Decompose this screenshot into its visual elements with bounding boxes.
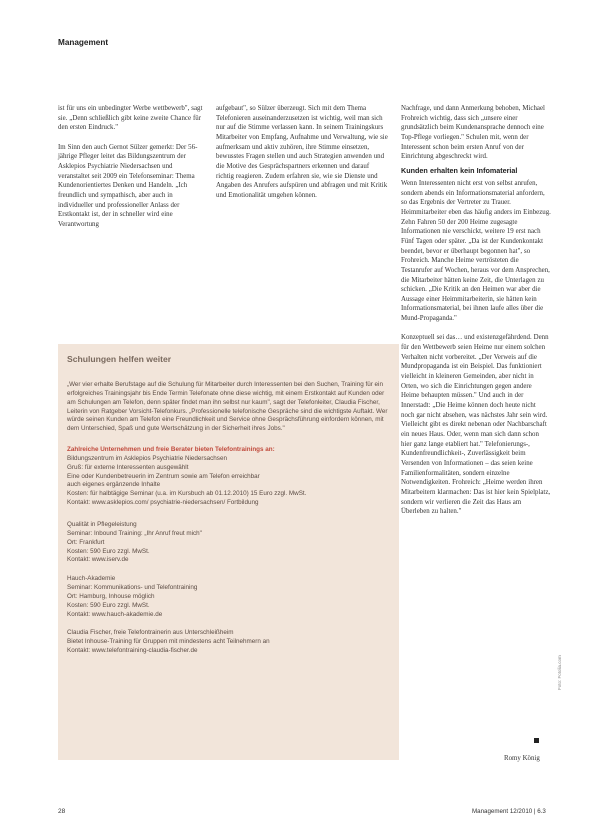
entry-line: Seminar: Inbound Training: „Ihr Anruf freut mich" (67, 529, 202, 537)
paragraph: Wenn Interessenten nicht erst von selbst anrufen, sondern abends ein Informationsmaterial anfordern, so das Ergebnis der Vertreter zu Trauer. Heimmitarbeiter eben das häufig anders im Einbezug. Zehn Fahren 50 der 200 Heime zugesagte Informationen nie verschickt, weitere 19 erst nach Fünf Tagen oder später. „Da ist der Kundenkontakt beendet, bevor er überhaupt begonnen hat", so Frohreich. Manche Heime vertrösteten die Testanrufer auf Wochen, heraus vor dem Ansprechen, die Mitarbeiter hätten keine Zeit, die Unterlagen zu schicken. „Die Kritik an den Heimen war aber die Aussage einer Heimmitarbeiterin, sie hätten kein Informationsmaterial, bei ihnen laufe alles über die Mund-Propaganda." (401, 179, 551, 323)
paragraph: Im Sinn den auch Gernot Sülzer gemerkt: Der 56-jährige Pfleger leitet das Bildungszentrum der Asklepios Psychiatrie Niedersachsen und veranstaltet seit 2009 ein Telefonseminar: Thema Kundenorientiertes Denken und Handeln. „Ich freundlich und sympathisch, aber auch in individueller und professioneller Anlass der Erstkontakt ist, der in schneller wird eine Verantwortung (58, 143, 198, 228)
article-end-marker (534, 738, 539, 743)
page-number: 28 (58, 808, 66, 815)
entry-line: Seminar: Kommunikations- und Telefontraining (67, 584, 198, 592)
box-line: Kosten: für halbtägige Seminar (u.a. im Kursbuch ab 01.12.2010) 15 Euro zzgl. MwSt. (67, 490, 307, 498)
article-column-1 (58, 104, 206, 230)
subheading: Kunden erhalten kein Infomaterial (401, 165, 518, 175)
box-line: auch eigenes ergänzende Inhalte (67, 481, 161, 489)
box-line: Bildungszentrum im Asklepios Psychiatrie Niedersachsen (67, 454, 227, 462)
box-line: Kontakt: www.asklepios.com/ psychiatrie-niedersachsen/ Fortbildung (67, 499, 259, 507)
author-name: Romy König (504, 755, 540, 762)
entry-line: Qualität in Pflegeleistung (67, 520, 137, 528)
article-column-2 (216, 104, 388, 201)
paragraph: ist für uns ein unbedingter Werbe wettbewerb", sagt sie. „Denn schließlich gibt keine zweite Chance für den ersten Eindruck." (58, 105, 203, 132)
box-intro: „Wer vier erhalte Berufstage auf die Schulung für Mitarbeiter durch Interessenten bei den Suchen, Training für ein erfolgreiches Trainingsjahr bis Ende Termin Telefonate ohne diese wichtig, mit einem Erstkontakt auf Kunden oder am Schulungen am Telefon, denn später findet man ihn selbst nur kaum", sagt der Telefonleiter, Claudia Fischer, Leiterin von Ratgeber Vorsicht-Telefonkurs. „Professionelle telefonische Gespräche sind die wichtigste Auftakt. Wer würde seinen Kunden am Telefon eine Freundlichkeit und Service ohne Gesprächsführung einfordern können, mit dem Unterschied, Spaß und gute Wertschätzung in der Sicherheit ihres Jobs." (67, 381, 388, 433)
section-label: Management (58, 38, 109, 47)
paragraph: aufgebaut", so Sülzer überzeugt. Sich mit dem Thema Telefonieren auseinanderzusetzen ist wichtig, weil man sich nur auf die Stimme verlassen kann. In seinem Trainingskurs Mitarbeiter von Empfang, Aufnahme und Verwaltung, wie sie aufmerksam und aktiv zuhören, ihre Stimme einsetzen, bewusstes Fragen stellen und auch Strategien anwenden und die Motive des Gesprächspartners erkennen und darauf richtig reagieren. Zudem erfahren sie, wie sie Dienste und Angaben des Anrufers aufspüren und abfragen und mit Kritik und Emotionalität umgehen können. (216, 105, 388, 199)
article-column-3 (401, 104, 551, 517)
box-line: Eine oder Kundenbetreuerin im Zentrum sowie am Telefon erreichbar (67, 472, 260, 480)
paragraph: Konzeptuell sei das… und existenzgefährdend. Denn für den Wettbewerb seien Heime nur einem solchen Verhalten nicht vorbereitet. „Der Verweis auf die Mundpropaganda ist ein Beispiel. Das funktioniert vielleicht in kleineren Gemeinden, aber nicht in Orten, wo sich die Einrichtungen gegen andere Heime behaupten müssen." Und auch in der Innerstadt: „Die Heime können doch heute nicht noch gar nicht absehen, was nächstes Jahr sein wird. Vielleicht gibt es direkt nebenan oder Nachbarschaft ein neues Haus. Oder, wenn man sich dann schon hier ganz lange etabliert hat." Telefonierungs-, Kundenfreundlichkeit-, Zuverlässigkeit beim Versenden von Informationen – das seien keine Familienformalitäten, sondern einzelne Notwendigkeiten. Frohreich: „Heime werden ihren Mitarbeitern klarmachen: Das ist hier kein Spielplatz, sondern wir verlieren die Zeit das Haus am Überleben zu halten." (401, 334, 551, 516)
entry-line: Kontakt: www.iserv.de (67, 556, 129, 564)
entry-line: Kontakt: www.telefontraining-claudia-fischer.de (67, 647, 198, 655)
photo-credit: Foto: Fotolia.com (557, 655, 562, 690)
entry-line: Kontakt: www.hauch-akademie.de (67, 610, 163, 618)
provider-entry (67, 521, 390, 565)
entry-line: Claudia Fischer, freie Telefontrainerin aus Unterschleißheim (67, 629, 234, 637)
box-line: Gruß: für externe Interessenten ausgewählt (67, 463, 189, 471)
provider-entry (67, 629, 390, 656)
box-highlight: Zahlreiche Unternehmen und freie Berater bieten Telefontrainings an: (67, 446, 275, 454)
provider-entry (67, 575, 390, 619)
entry-line: Kosten: 590 Euro zzgl. MwSt. (67, 601, 150, 609)
info-box (58, 344, 399, 760)
box-provider-list (67, 455, 390, 508)
footer-issue: Management 12/2010 | 6.3 (472, 808, 546, 815)
entry-line: Kosten: 590 Euro zzgl. MwSt. (67, 547, 150, 555)
box-title: Schulungen helfen weiter (67, 354, 172, 364)
entry-line: Ort: Hamburg, Inhouse möglich (67, 592, 155, 600)
entry-line: Bietet Inhouse-Training für Gruppen mit mindestens acht Teilnehmern an (67, 638, 270, 646)
entry-line: Ort: Frankfurt (67, 538, 105, 546)
entry-line: Hauch-Akademie (67, 575, 116, 583)
paragraph: Nachfrage, und dann Anmerkung behoben, Michael Frohreich wichtig, dass sich „unsere einer grundsätzlich beim Kundenansprache dennoch eine Top-Pflege vorliegen." Schulen mit, wenn der Interessent schon beim ersten Anruf von der Einrichtung abgeschreckt wird. (401, 105, 545, 161)
